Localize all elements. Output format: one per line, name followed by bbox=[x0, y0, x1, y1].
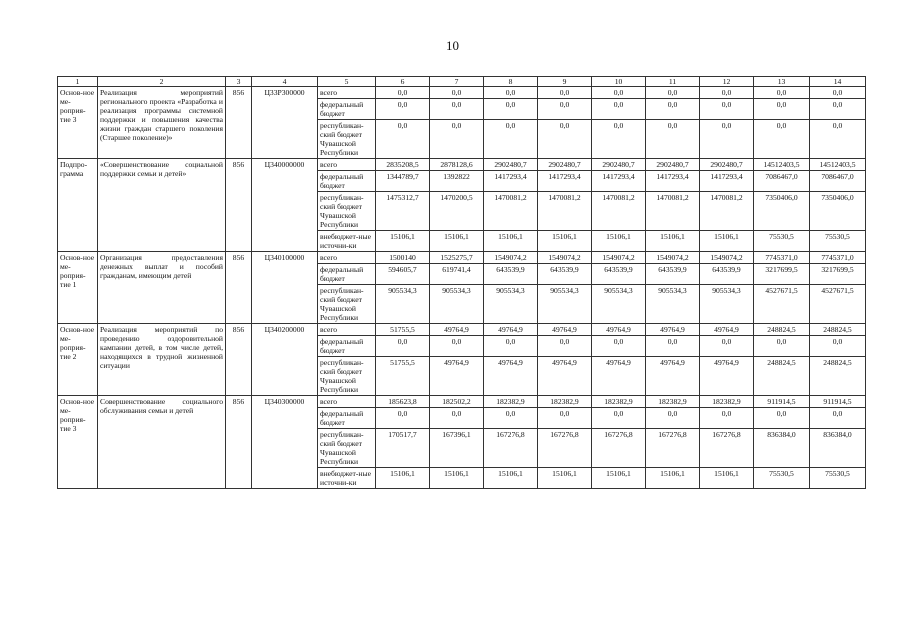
funding-source-cell: всего bbox=[318, 252, 376, 264]
amount-cell: 7350406,0 bbox=[810, 192, 866, 231]
amount-cell: 836384,0 bbox=[754, 429, 810, 468]
amount-cell: 7745371,0 bbox=[810, 252, 866, 264]
amount-cell: 182502,2 bbox=[430, 396, 484, 408]
amount-cell: 15106,1 bbox=[430, 468, 484, 489]
amount-cell: 1470081,2 bbox=[592, 192, 646, 231]
amount-cell: 49764,9 bbox=[430, 357, 484, 396]
amount-cell: 0,0 bbox=[700, 87, 754, 99]
amount-cell: 15106,1 bbox=[646, 468, 700, 489]
amount-cell: 75530,5 bbox=[754, 468, 810, 489]
amount-cell: 15106,1 bbox=[376, 468, 430, 489]
amount-cell: 1470081,2 bbox=[646, 192, 700, 231]
amount-cell: 15106,1 bbox=[484, 231, 538, 252]
amount-cell: 0,0 bbox=[538, 87, 592, 99]
amount-cell: 1417293,4 bbox=[592, 171, 646, 192]
budget-code-cell: Ц340000000 bbox=[252, 159, 318, 252]
amount-cell: 2835208,5 bbox=[376, 159, 430, 171]
amount-cell: 2902480,7 bbox=[592, 159, 646, 171]
amount-cell: 182382,9 bbox=[700, 396, 754, 408]
amount-cell: 0,0 bbox=[754, 99, 810, 120]
amount-cell: 182382,9 bbox=[592, 396, 646, 408]
amount-cell: 2878128,6 bbox=[430, 159, 484, 171]
amount-cell: 0,0 bbox=[592, 87, 646, 99]
amount-cell: 1549074,2 bbox=[592, 252, 646, 264]
amount-cell: 0,0 bbox=[810, 99, 866, 120]
amount-cell: 49764,9 bbox=[646, 324, 700, 336]
amount-cell: 49764,9 bbox=[484, 324, 538, 336]
amount-cell: 1344789,7 bbox=[376, 171, 430, 192]
amount-cell: 75530,5 bbox=[810, 231, 866, 252]
funding-source-cell: федеральный бюджет bbox=[318, 99, 376, 120]
amount-cell: 1417293,4 bbox=[646, 171, 700, 192]
amount-cell: 167276,8 bbox=[646, 429, 700, 468]
column-number: 5 bbox=[318, 77, 376, 87]
amount-cell: 0,0 bbox=[484, 99, 538, 120]
amount-cell: 1549074,2 bbox=[646, 252, 700, 264]
amount-cell: 0,0 bbox=[484, 87, 538, 99]
amount-cell: 15106,1 bbox=[700, 468, 754, 489]
amount-cell: 0,0 bbox=[430, 99, 484, 120]
amount-cell: 0,0 bbox=[592, 408, 646, 429]
amount-cell: 643539,9 bbox=[484, 264, 538, 285]
grbs-code-cell: 856 bbox=[226, 324, 252, 396]
amount-cell: 49764,9 bbox=[700, 357, 754, 396]
amount-cell: 0,0 bbox=[646, 87, 700, 99]
budget-code-cell: Ц340300000 bbox=[252, 396, 318, 489]
amount-cell: 0,0 bbox=[376, 120, 430, 159]
amount-cell: 167396,1 bbox=[430, 429, 484, 468]
amount-cell: 15106,1 bbox=[376, 231, 430, 252]
funding-source-cell: республикан-ский бюджет Чувашской Республики bbox=[318, 429, 376, 468]
section-kind-cell: Основ-ное ме-роприя-тие 3 bbox=[58, 87, 98, 159]
amount-cell: 0,0 bbox=[810, 408, 866, 429]
amount-cell: 911914,5 bbox=[810, 396, 866, 408]
amount-cell: 75530,5 bbox=[754, 231, 810, 252]
amount-cell: 0,0 bbox=[700, 120, 754, 159]
amount-cell: 0,0 bbox=[646, 120, 700, 159]
section-name-cell: Реализация мероприятий по проведению оздоровительной кампании детей, в том числе детей, находящихся в трудной жизненной ситуации bbox=[98, 324, 226, 396]
amount-cell: 0,0 bbox=[592, 99, 646, 120]
grbs-code-cell: 856 bbox=[226, 396, 252, 489]
table-row bbox=[58, 159, 866, 171]
budget-table bbox=[57, 76, 866, 489]
amount-cell: 49764,9 bbox=[484, 357, 538, 396]
page-number: 10 bbox=[446, 38, 459, 53]
funding-source-cell: республикан-ский бюджет Чувашской Республики bbox=[318, 120, 376, 159]
grbs-code-cell: 856 bbox=[226, 159, 252, 252]
grbs-code-cell: 856 bbox=[226, 87, 252, 159]
amount-cell: 51755,5 bbox=[376, 357, 430, 396]
amount-cell: 0,0 bbox=[538, 120, 592, 159]
amount-cell: 15106,1 bbox=[700, 231, 754, 252]
section-name-cell: Совершенствование социального обслуживания семьи и детей bbox=[98, 396, 226, 489]
amount-cell: 75530,5 bbox=[810, 468, 866, 489]
amount-cell: 0,0 bbox=[754, 87, 810, 99]
column-number: 13 bbox=[754, 77, 810, 87]
amount-cell: 1475312,7 bbox=[376, 192, 430, 231]
section-kind-cell: Основ-ное ме-роприя-тие 3 bbox=[58, 396, 98, 489]
column-number: 12 bbox=[700, 77, 754, 87]
funding-source-cell: республикан-ский бюджет Чувашской Республики bbox=[318, 357, 376, 396]
amount-cell: 185623,8 bbox=[376, 396, 430, 408]
amount-cell: 1549074,2 bbox=[700, 252, 754, 264]
amount-cell: 1470200,5 bbox=[430, 192, 484, 231]
amount-cell: 15106,1 bbox=[646, 231, 700, 252]
amount-cell: 0,0 bbox=[592, 336, 646, 357]
amount-cell: 0,0 bbox=[430, 336, 484, 357]
funding-source-cell: федеральный бюджет bbox=[318, 171, 376, 192]
amount-cell: 1470081,2 bbox=[538, 192, 592, 231]
amount-cell: 15106,1 bbox=[592, 468, 646, 489]
funding-source-cell: федеральный бюджет bbox=[318, 336, 376, 357]
amount-cell: 182382,9 bbox=[538, 396, 592, 408]
amount-cell: 49764,9 bbox=[592, 324, 646, 336]
section-kind-cell: Основ-ное ме-роприя-тие 2 bbox=[58, 324, 98, 396]
amount-cell: 1417293,4 bbox=[700, 171, 754, 192]
funding-source-cell: всего bbox=[318, 396, 376, 408]
amount-cell: 911914,5 bbox=[754, 396, 810, 408]
amount-cell: 4527671,5 bbox=[754, 285, 810, 324]
amount-cell: 49764,9 bbox=[538, 357, 592, 396]
amount-cell: 167276,8 bbox=[592, 429, 646, 468]
amount-cell: 15106,1 bbox=[538, 231, 592, 252]
amount-cell: 836384,0 bbox=[810, 429, 866, 468]
amount-cell: 15106,1 bbox=[538, 468, 592, 489]
amount-cell: 905534,3 bbox=[484, 285, 538, 324]
section-name-cell: Реализация мероприятий регионального проекта «Разработка и реализация программы системной поддержки и повышения качества жизни граждан старшего поколения (Старшее поколение)» bbox=[98, 87, 226, 159]
amount-cell: 905534,3 bbox=[592, 285, 646, 324]
amount-cell: 2902480,7 bbox=[538, 159, 592, 171]
column-number: 7 bbox=[430, 77, 484, 87]
amount-cell: 0,0 bbox=[484, 336, 538, 357]
amount-cell: 2902480,7 bbox=[700, 159, 754, 171]
amount-cell: 1417293,4 bbox=[538, 171, 592, 192]
amount-cell: 0,0 bbox=[646, 336, 700, 357]
amount-cell: 0,0 bbox=[538, 336, 592, 357]
table-row bbox=[58, 396, 866, 408]
amount-cell: 0,0 bbox=[754, 120, 810, 159]
grbs-code-cell: 856 bbox=[226, 252, 252, 324]
amount-cell: 0,0 bbox=[592, 120, 646, 159]
column-number: 6 bbox=[376, 77, 430, 87]
amount-cell: 7086467,0 bbox=[754, 171, 810, 192]
funding-source-cell: республикан-ский бюджет Чувашской Республики bbox=[318, 192, 376, 231]
amount-cell: 0,0 bbox=[484, 120, 538, 159]
amount-cell: 0,0 bbox=[376, 87, 430, 99]
amount-cell: 49764,9 bbox=[646, 357, 700, 396]
funding-source-cell: внебюджет-ные источни-ки bbox=[318, 231, 376, 252]
column-number: 8 bbox=[484, 77, 538, 87]
amount-cell: 49764,9 bbox=[592, 357, 646, 396]
column-number: 4 bbox=[252, 77, 318, 87]
amount-cell: 0,0 bbox=[484, 408, 538, 429]
amount-cell: 15106,1 bbox=[592, 231, 646, 252]
funding-source-cell: республикан-ский бюджет Чувашской Республики bbox=[318, 285, 376, 324]
amount-cell: 2902480,7 bbox=[646, 159, 700, 171]
amount-cell: 2902480,7 bbox=[484, 159, 538, 171]
amount-cell: 0,0 bbox=[700, 99, 754, 120]
amount-cell: 248824,5 bbox=[754, 324, 810, 336]
amount-cell: 1500140 bbox=[376, 252, 430, 264]
amount-cell: 3217699,5 bbox=[754, 264, 810, 285]
amount-cell: 167276,8 bbox=[484, 429, 538, 468]
amount-cell: 0,0 bbox=[376, 336, 430, 357]
amount-cell: 15106,1 bbox=[430, 231, 484, 252]
amount-cell: 0,0 bbox=[810, 87, 866, 99]
amount-cell: 182382,9 bbox=[646, 396, 700, 408]
amount-cell: 0,0 bbox=[430, 120, 484, 159]
amount-cell: 0,0 bbox=[646, 99, 700, 120]
column-number: 11 bbox=[646, 77, 700, 87]
section-name-cell: Организация предоставления денежных выплат и пособий гражданам, имеющим детей bbox=[98, 252, 226, 324]
amount-cell: 619741,4 bbox=[430, 264, 484, 285]
amount-cell: 643539,9 bbox=[592, 264, 646, 285]
column-number: 10 bbox=[592, 77, 646, 87]
amount-cell: 1549074,2 bbox=[484, 252, 538, 264]
amount-cell: 0,0 bbox=[754, 336, 810, 357]
table-row bbox=[58, 324, 866, 336]
amount-cell: 51755,5 bbox=[376, 324, 430, 336]
amount-cell: 0,0 bbox=[538, 408, 592, 429]
amount-cell: 0,0 bbox=[430, 87, 484, 99]
amount-cell: 1417293,4 bbox=[484, 171, 538, 192]
amount-cell: 905534,3 bbox=[376, 285, 430, 324]
amount-cell: 0,0 bbox=[810, 120, 866, 159]
amount-cell: 905534,3 bbox=[700, 285, 754, 324]
amount-cell: 167276,8 bbox=[538, 429, 592, 468]
amount-cell: 0,0 bbox=[538, 99, 592, 120]
funding-source-cell: всего bbox=[318, 324, 376, 336]
amount-cell: 905534,3 bbox=[646, 285, 700, 324]
amount-cell: 182382,9 bbox=[484, 396, 538, 408]
column-number: 9 bbox=[538, 77, 592, 87]
column-number-row bbox=[58, 77, 866, 87]
amount-cell: 643539,9 bbox=[538, 264, 592, 285]
amount-cell: 167276,8 bbox=[700, 429, 754, 468]
amount-cell: 14512403,5 bbox=[810, 159, 866, 171]
column-number: 3 bbox=[226, 77, 252, 87]
amount-cell: 643539,9 bbox=[700, 264, 754, 285]
funding-source-cell: федеральный бюджет bbox=[318, 408, 376, 429]
amount-cell: 248824,5 bbox=[754, 357, 810, 396]
column-number: 1 bbox=[58, 77, 98, 87]
table-row bbox=[58, 252, 866, 264]
amount-cell: 905534,3 bbox=[430, 285, 484, 324]
amount-cell: 1525275,7 bbox=[430, 252, 484, 264]
amount-cell: 7086467,0 bbox=[810, 171, 866, 192]
column-number: 14 bbox=[810, 77, 866, 87]
budget-code-cell: Ц340100000 bbox=[252, 252, 318, 324]
amount-cell: 1470081,2 bbox=[700, 192, 754, 231]
amount-cell: 49764,9 bbox=[430, 324, 484, 336]
amount-cell: 594605,7 bbox=[376, 264, 430, 285]
section-name-cell: «Совершенствование социальной поддержки семьи и детей» bbox=[98, 159, 226, 252]
amount-cell: 15106,1 bbox=[484, 468, 538, 489]
funding-source-cell: внебюджет-ные источни-ки bbox=[318, 468, 376, 489]
funding-source-cell: федеральный бюджет bbox=[318, 264, 376, 285]
amount-cell: 0,0 bbox=[646, 408, 700, 429]
funding-source-cell: всего bbox=[318, 87, 376, 99]
table-row bbox=[58, 87, 866, 99]
amount-cell: 248824,5 bbox=[810, 324, 866, 336]
budget-code-cell: Ц340200000 bbox=[252, 324, 318, 396]
funding-source-cell: всего bbox=[318, 159, 376, 171]
amount-cell: 643539,9 bbox=[646, 264, 700, 285]
section-kind-cell: Основ-ное ме-роприя-тие 1 bbox=[58, 252, 98, 324]
amount-cell: 0,0 bbox=[376, 408, 430, 429]
amount-cell: 14512403,5 bbox=[754, 159, 810, 171]
amount-cell: 0,0 bbox=[376, 99, 430, 120]
amount-cell: 7350406,0 bbox=[754, 192, 810, 231]
amount-cell: 3217699,5 bbox=[810, 264, 866, 285]
amount-cell: 0,0 bbox=[754, 408, 810, 429]
amount-cell: 0,0 bbox=[430, 408, 484, 429]
amount-cell: 0,0 bbox=[810, 336, 866, 357]
section-kind-cell: Подпро-грамма bbox=[58, 159, 98, 252]
amount-cell: 0,0 bbox=[700, 336, 754, 357]
amount-cell: 170517,7 bbox=[376, 429, 430, 468]
amount-cell: 1392822 bbox=[430, 171, 484, 192]
column-number: 2 bbox=[98, 77, 226, 87]
budget-code-cell: Ц33P300000 bbox=[252, 87, 318, 159]
amount-cell: 1470081,2 bbox=[484, 192, 538, 231]
amount-cell: 7745371,0 bbox=[754, 252, 810, 264]
amount-cell: 905534,3 bbox=[538, 285, 592, 324]
amount-cell: 4527671,5 bbox=[810, 285, 866, 324]
amount-cell: 1549074,2 bbox=[538, 252, 592, 264]
amount-cell: 49764,9 bbox=[538, 324, 592, 336]
amount-cell: 49764,9 bbox=[700, 324, 754, 336]
amount-cell: 248824,5 bbox=[810, 357, 866, 396]
amount-cell: 0,0 bbox=[700, 408, 754, 429]
